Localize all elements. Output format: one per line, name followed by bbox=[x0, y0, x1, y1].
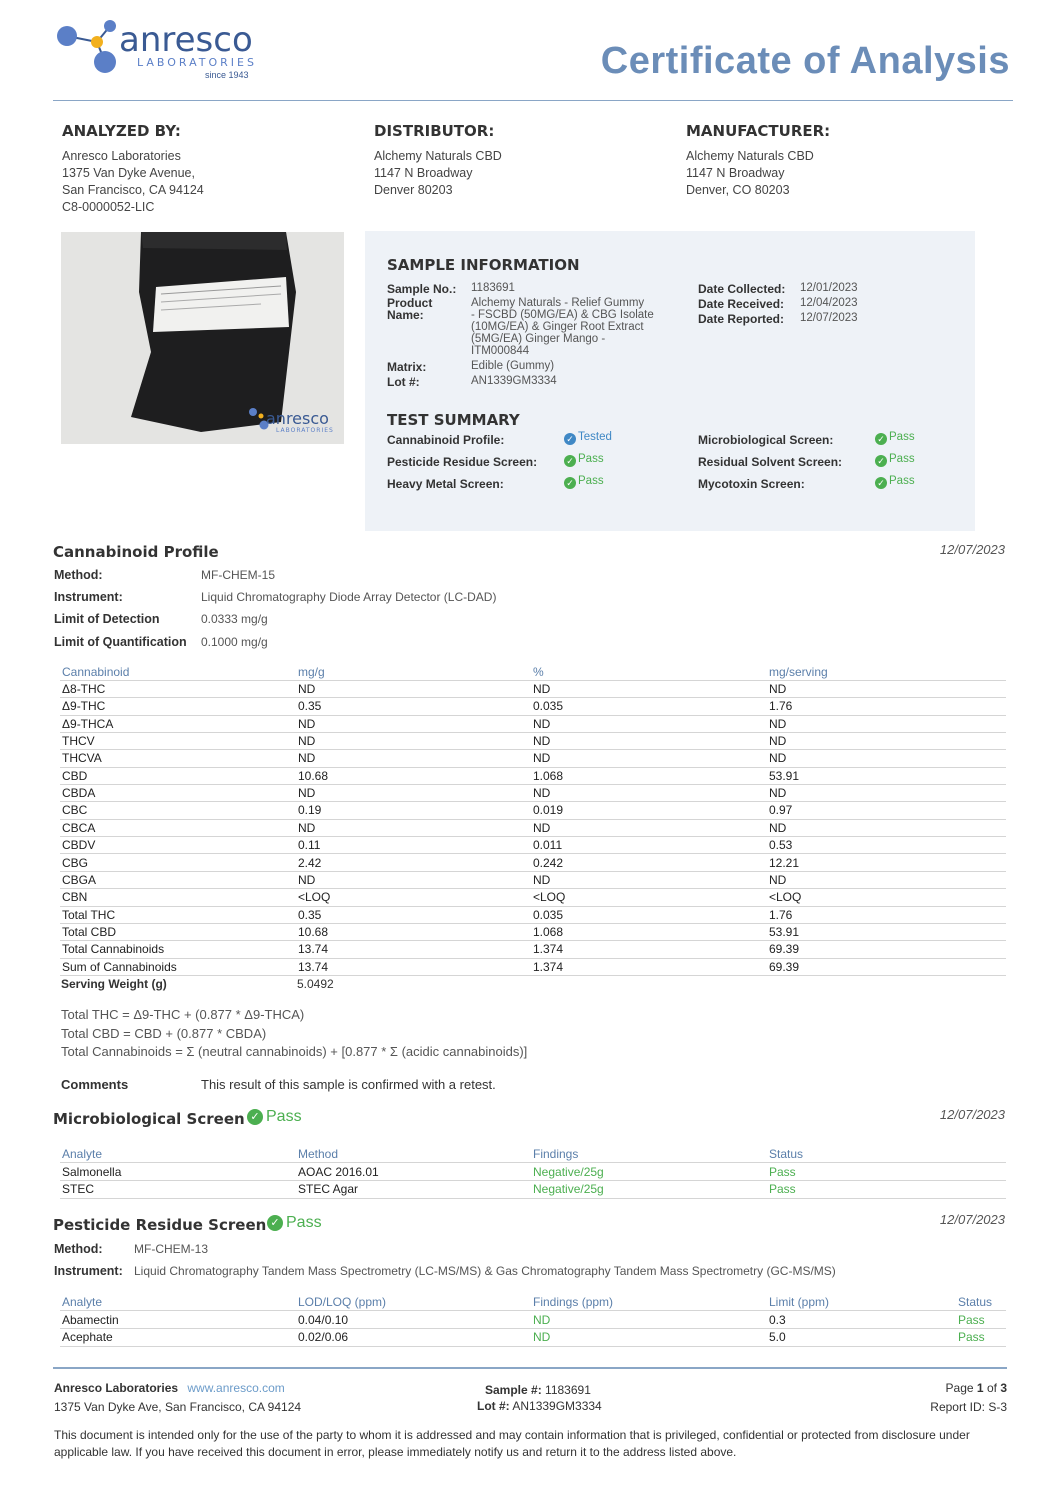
product-name-value bbox=[471, 297, 654, 357]
table-row bbox=[60, 959, 1006, 976]
table-row bbox=[60, 750, 1006, 767]
table-cell: 69.39 bbox=[769, 959, 800, 974]
pesticide-status-text: Pass bbox=[286, 1214, 322, 1231]
distributor-line: 1147 N Broadway bbox=[374, 166, 473, 180]
table-header-row bbox=[60, 1294, 1006, 1311]
micro-status bbox=[247, 1108, 302, 1126]
analyzed-line: 1375 Van Dyke Avenue, bbox=[62, 166, 195, 180]
summary-mycotoxin-label: Mycotoxin Screen: bbox=[698, 477, 805, 491]
footer-company-name: Anresco Laboratories bbox=[54, 1381, 179, 1395]
column-header: Analyte bbox=[62, 1295, 103, 1309]
table-cell: Pass bbox=[958, 1313, 985, 1327]
serving-weight-label: Serving Weight (g) bbox=[61, 977, 167, 991]
table-cell: ND bbox=[769, 682, 787, 696]
check-icon: ✓ bbox=[267, 1215, 283, 1231]
table-cell: CBDV bbox=[62, 838, 96, 853]
table-cell: 12.21 bbox=[769, 855, 800, 870]
sample-no-label: Sample No.: bbox=[387, 282, 457, 296]
table-cell: CBGA bbox=[62, 872, 97, 887]
table-cell: 0.11 bbox=[298, 838, 321, 853]
table-cell: 0.019 bbox=[533, 803, 564, 818]
table-cell: ND bbox=[533, 1313, 551, 1327]
summary-heavy-metal-status bbox=[564, 475, 604, 489]
product-photo bbox=[61, 232, 344, 444]
table-cell: CBN bbox=[62, 890, 88, 905]
table-cell: CBC bbox=[62, 803, 88, 818]
table-row bbox=[60, 1164, 1006, 1181]
manufacturer-line: 1147 N Broadway bbox=[686, 166, 785, 180]
pesticide-method-value: MF-CHEM-13 bbox=[134, 1242, 208, 1256]
summary-status-text: Pass bbox=[889, 475, 915, 487]
header-divider bbox=[53, 100, 1013, 101]
product-line: (10MG/EA) & Ginger Root Extract bbox=[471, 321, 644, 333]
table-cell: ND bbox=[769, 872, 787, 887]
table-cell: 0.19 bbox=[298, 803, 322, 818]
table-row bbox=[60, 837, 1006, 854]
table-cell: 1.374 bbox=[533, 942, 564, 957]
summary-micro-status bbox=[875, 431, 915, 445]
table-row bbox=[60, 681, 1006, 698]
footer-page-of: of bbox=[986, 1381, 997, 1395]
footer-report bbox=[930, 1400, 1007, 1414]
footer-website-link[interactable]: www.anresco.com bbox=[187, 1381, 285, 1395]
table-cell: 0.035 bbox=[533, 699, 564, 714]
check-icon: ✓ bbox=[875, 455, 887, 467]
table-cell: ND bbox=[533, 1330, 551, 1345]
table-cell: 0.242 bbox=[533, 855, 564, 870]
table-cell: ND bbox=[769, 751, 787, 766]
table-cell: 0.35 bbox=[298, 699, 322, 714]
footer-sample bbox=[485, 1383, 591, 1397]
column-header: mg/g bbox=[298, 665, 325, 679]
instrument-value: Liquid Chromatography Diode Array Detector (LC-DAD) bbox=[201, 590, 497, 604]
product-bag-image bbox=[61, 232, 344, 444]
footer-company bbox=[54, 1381, 285, 1395]
table-cell: Acephate bbox=[62, 1330, 113, 1345]
summary-status-text: Pass bbox=[578, 475, 604, 487]
table-cell: 0.011 bbox=[533, 838, 563, 853]
table-cell: Δ8-THC bbox=[62, 682, 106, 696]
table-cell: THCVA bbox=[62, 751, 102, 766]
summary-status-text: Pass bbox=[889, 431, 915, 443]
analyzed-line: C8-0000052-LIC bbox=[62, 200, 155, 214]
manufacturer-heading: MANUFACTURER: bbox=[686, 122, 831, 140]
table-cell: 0.035 bbox=[533, 907, 564, 922]
pesticide-status bbox=[267, 1214, 322, 1232]
table-cell: STEC bbox=[62, 1182, 95, 1197]
table-cell: Pass bbox=[958, 1330, 985, 1345]
product-name-label: Product Name: bbox=[387, 296, 433, 322]
analyzed-by bbox=[62, 122, 204, 216]
summary-status-text: Pass bbox=[578, 453, 604, 465]
table-cell: ND bbox=[533, 786, 551, 801]
distributor bbox=[374, 122, 502, 199]
table-cell: ND bbox=[769, 820, 787, 835]
summary-cannabinoid-label: Cannabinoid Profile: bbox=[387, 433, 505, 447]
table-cell: ND bbox=[298, 682, 316, 696]
check-icon: ✓ bbox=[875, 433, 887, 445]
summary-pesticide-label: Pesticide Residue Screen: bbox=[387, 455, 538, 469]
footer-lot-value: AN1339GM3334 bbox=[512, 1399, 602, 1413]
table-cell: 0.04/0.10 bbox=[298, 1313, 349, 1327]
micro-date: 12/07/2023 bbox=[939, 1107, 1005, 1122]
analyzed-by-heading: ANALYZED BY: bbox=[62, 122, 181, 140]
table-cell: Δ9-THCA bbox=[62, 716, 114, 731]
column-header: LOD/LOQ (ppm) bbox=[298, 1295, 387, 1309]
table-cell: Total THC bbox=[62, 907, 116, 922]
check-icon: ✓ bbox=[247, 1109, 263, 1125]
matrix-value: Edible (Gummy) bbox=[471, 360, 555, 372]
table-row bbox=[60, 941, 1006, 958]
table-cell: 1.068 bbox=[533, 924, 564, 939]
column-header: Findings (ppm) bbox=[533, 1295, 614, 1309]
micro-heading: Microbiological Screen bbox=[53, 1110, 245, 1128]
table-cell: ND bbox=[769, 786, 787, 801]
footer-page bbox=[946, 1381, 1007, 1395]
table-row bbox=[60, 802, 1006, 819]
table-row bbox=[60, 924, 1006, 941]
table-cell: 1.76 bbox=[769, 907, 793, 922]
table-row bbox=[60, 768, 1006, 785]
table-cell: CBDA bbox=[62, 786, 96, 801]
table-cell: Δ9-THC bbox=[62, 699, 106, 714]
table-cell: 5.0 bbox=[769, 1330, 786, 1345]
date-collected-value: 12/01/2023 bbox=[800, 282, 858, 294]
method-label: Method: bbox=[54, 568, 103, 582]
product-line: (5MG/EA) Ginger Mango - bbox=[471, 333, 606, 345]
table-cell: Total CBD bbox=[62, 924, 117, 939]
lod-label: Limit of Detection bbox=[54, 612, 160, 626]
table-cell: 1.76 bbox=[769, 699, 793, 714]
date-received-value: 12/04/2023 bbox=[800, 297, 858, 309]
svg-text:anresco: anresco bbox=[266, 409, 329, 428]
logo-molecule-icon bbox=[55, 18, 125, 78]
table-cell: CBG bbox=[62, 855, 89, 870]
pesticide-date: 12/07/2023 bbox=[939, 1212, 1005, 1227]
summary-solvent-status bbox=[875, 453, 915, 467]
column-header: Findings bbox=[533, 1147, 579, 1161]
sample-no-value: 1183691 bbox=[471, 282, 515, 294]
table-cell: THCV bbox=[62, 734, 95, 749]
column-header: mg/serving bbox=[769, 665, 828, 679]
table-cell: Abamectin bbox=[62, 1313, 119, 1327]
micro-status-text: Pass bbox=[266, 1108, 302, 1125]
formula-total-cbd: Total CBD = CBD + (0.877 * CBDA) bbox=[61, 1026, 267, 1041]
check-icon: ✓ bbox=[564, 477, 576, 489]
doc-title: Certificate of Analysis bbox=[600, 40, 1010, 82]
column-header: Method bbox=[298, 1147, 339, 1161]
table-cell: 53.91 bbox=[769, 924, 800, 939]
table-cell: Sum of Cannabinoids bbox=[62, 959, 177, 974]
serving-weight-value: 5.0492 bbox=[297, 977, 334, 991]
summary-cannabinoid-status bbox=[564, 431, 612, 445]
footer-report-label: Report ID: bbox=[930, 1400, 985, 1414]
date-collected-label: Date Collected: bbox=[698, 282, 786, 296]
svg-text:LABORATORIES: LABORATORIES bbox=[276, 427, 334, 434]
table-cell: 0.02/0.06 bbox=[298, 1330, 349, 1345]
table-cell: ND bbox=[769, 716, 787, 731]
column-header: Analyte bbox=[62, 1147, 103, 1161]
table-header-row bbox=[60, 1146, 1006, 1163]
formula-total-cannabinoids: Total Cannabinoids = Σ (neutral cannabinoids) + [0.877 * Σ (acidic cannabinoids)] bbox=[61, 1044, 528, 1059]
table-row bbox=[60, 820, 1006, 837]
table-cell: <LOQ bbox=[533, 890, 566, 905]
table-cell: 10.68 bbox=[298, 768, 329, 783]
lod-value: 0.0333 mg/g bbox=[201, 612, 268, 626]
manufacturer-line: Alchemy Naturals CBD bbox=[686, 149, 814, 163]
pesticide-heading: Pesticide Residue Screen bbox=[53, 1216, 267, 1234]
comments-value: This result of this sample is confirmed with a retest. bbox=[201, 1077, 496, 1092]
brand-name: anresco bbox=[119, 20, 253, 60]
column-header: Limit (ppm) bbox=[769, 1295, 830, 1309]
lot-label: Lot #: bbox=[387, 375, 420, 389]
cannabinoid-date: 12/07/2023 bbox=[939, 542, 1005, 557]
table-cell: Negative/25g bbox=[533, 1182, 604, 1197]
table-cell: ND bbox=[533, 820, 551, 835]
matrix-label: Matrix: bbox=[387, 360, 427, 374]
summary-pesticide-status bbox=[564, 453, 604, 467]
table-cell: ND bbox=[298, 872, 316, 887]
manufacturer bbox=[686, 122, 830, 199]
table-cell: ND bbox=[298, 716, 316, 731]
check-icon: ✓ bbox=[564, 455, 576, 467]
table-cell: ND bbox=[298, 820, 316, 835]
product-line: ITM000844 bbox=[471, 345, 530, 357]
footer-sample-label: Sample #: bbox=[485, 1383, 542, 1397]
table-cell: ND bbox=[769, 734, 787, 749]
table-cell: 0.3 bbox=[769, 1313, 786, 1327]
table-cell: ND bbox=[533, 716, 551, 731]
table-cell: 0.35 bbox=[298, 907, 322, 922]
summary-status-text: Pass bbox=[889, 453, 915, 465]
table-row bbox=[60, 733, 1006, 750]
table-cell: ND bbox=[298, 786, 316, 801]
table-cell: 53.91 bbox=[769, 768, 800, 783]
table-cell: <LOQ bbox=[769, 890, 802, 905]
analyzed-line: San Francisco, CA 94124 bbox=[62, 183, 204, 197]
footer-disclaimer: This document is intended only for the use of the party to whom it is addressed and may contain information that is privileged, confidential or protected from disclosure under applicable law. If you have received this document in error, please immediately notify us and return it to the address listed above. bbox=[54, 1428, 970, 1459]
table-row bbox=[60, 1329, 1006, 1346]
test-summary-heading: TEST SUMMARY bbox=[387, 411, 520, 429]
table-cell: 0.53 bbox=[769, 838, 793, 853]
table-row bbox=[60, 889, 1006, 906]
manufacturer-line: Denver, CO 80203 bbox=[686, 183, 790, 197]
table-cell: 1.374 bbox=[533, 959, 564, 974]
table-cell: ND bbox=[298, 751, 316, 766]
table-row bbox=[60, 1181, 1006, 1198]
table-row bbox=[60, 855, 1006, 872]
distributor-heading: DISTRIBUTOR: bbox=[374, 122, 495, 140]
summary-status-text: Tested bbox=[578, 431, 612, 443]
formula-total-thc: Total THC = Δ9-THC + (0.877 * Δ9-THCA) bbox=[61, 1007, 305, 1022]
cannabinoid-heading: Cannabinoid Profile bbox=[53, 543, 219, 561]
table-cell: 2.42 bbox=[298, 855, 322, 870]
table-cell: 1.068 bbox=[533, 768, 564, 783]
summary-micro-label: Microbiological Screen: bbox=[698, 433, 834, 447]
table-cell: 69.39 bbox=[769, 942, 800, 957]
table-row bbox=[60, 716, 1006, 733]
loq-value: 0.1000 mg/g bbox=[201, 635, 268, 649]
check-icon: ✓ bbox=[875, 477, 887, 489]
date-reported-label: Date Reported: bbox=[698, 312, 785, 326]
pesticide-instrument-value: Liquid Chromatography Tandem Mass Spectrometry (LC-MS/MS) & Gas Chromatography Tandem Mass Spectrometry (GC-MS/MS) bbox=[134, 1264, 836, 1278]
table-row bbox=[60, 872, 1006, 889]
footer-lot-label: Lot #: bbox=[477, 1399, 510, 1413]
table-header-row bbox=[60, 664, 1006, 681]
footer-sample-value: 1183691 bbox=[545, 1383, 591, 1397]
check-icon: ✓ bbox=[564, 433, 576, 445]
pesticide-instrument-label: Instrument: bbox=[54, 1264, 123, 1278]
date-received-label: Date Received: bbox=[698, 297, 785, 311]
instrument-label: Instrument: bbox=[54, 590, 123, 604]
distributor-line: Denver 80203 bbox=[374, 183, 453, 197]
date-reported-value: 12/07/2023 bbox=[800, 312, 858, 324]
logo bbox=[55, 18, 285, 88]
footer-report-value: S-3 bbox=[988, 1400, 1007, 1414]
footer-address: 1375 Van Dyke Ave, San Francisco, CA 94124 bbox=[54, 1400, 302, 1414]
distributor-line: Alchemy Naturals CBD bbox=[374, 149, 502, 163]
table-cell: 0.97 bbox=[769, 803, 793, 818]
analyzed-line: Anresco Laboratories bbox=[62, 149, 181, 163]
table-cell: ND bbox=[533, 872, 551, 887]
product-line: Alchemy Naturals - Relief Gummy bbox=[471, 297, 645, 309]
table-row bbox=[60, 1312, 1006, 1329]
summary-mycotoxin-status bbox=[875, 475, 915, 489]
table-cell: ND bbox=[533, 734, 551, 749]
table-cell: Pass bbox=[769, 1165, 796, 1179]
column-header: % bbox=[533, 665, 544, 679]
summary-heavy-metal-label: Heavy Metal Screen: bbox=[387, 477, 504, 491]
table-cell: ND bbox=[298, 734, 316, 749]
table-cell: Pass bbox=[769, 1182, 796, 1197]
footer-page-number: 1 bbox=[976, 1381, 984, 1395]
brand-since: since 1943 bbox=[205, 70, 249, 80]
table-cell: Total Cannabinoids bbox=[62, 942, 165, 957]
table-row bbox=[60, 785, 1006, 802]
table-cell: Negative/25g bbox=[533, 1165, 604, 1179]
table-cell: 13.74 bbox=[298, 942, 329, 957]
loq-label: Limit of Quantification bbox=[54, 635, 187, 649]
column-header: Status bbox=[958, 1295, 993, 1309]
table-row bbox=[60, 907, 1006, 924]
table-cell: STEC Agar bbox=[298, 1182, 359, 1197]
summary-solvent-label: Residual Solvent Screen: bbox=[698, 455, 843, 469]
table-row bbox=[60, 698, 1006, 715]
table-cell: AOAC 2016.01 bbox=[298, 1165, 379, 1179]
sample-info-heading: SAMPLE INFORMATION bbox=[387, 256, 580, 274]
column-header: Status bbox=[769, 1147, 804, 1161]
footer-divider bbox=[53, 1367, 1007, 1369]
column-header: Cannabinoid bbox=[62, 665, 130, 679]
table-cell: 13.74 bbox=[298, 959, 329, 974]
table-cell: CBCA bbox=[62, 820, 96, 835]
table-cell: 10.68 bbox=[298, 924, 329, 939]
footer-page-total: 3 bbox=[1000, 1381, 1007, 1395]
product-line: - FSCBD (50MG/EA) & CBG Isolate bbox=[471, 309, 654, 321]
table-cell: ND bbox=[533, 682, 551, 696]
pesticide-method-label: Method: bbox=[54, 1242, 103, 1256]
table-cell: Salmonella bbox=[62, 1165, 122, 1179]
footer-page-prefix: Page bbox=[945, 1381, 974, 1395]
footer-lot bbox=[477, 1399, 602, 1413]
lot-value: AN1339GM3334 bbox=[471, 375, 557, 387]
table-cell: CBD bbox=[62, 768, 88, 783]
table-cell: <LOQ bbox=[298, 890, 331, 905]
table-cell: ND bbox=[533, 751, 551, 766]
comments-label: Comments bbox=[61, 1077, 129, 1092]
method-value: MF-CHEM-15 bbox=[201, 568, 275, 582]
brand-sub: LABORATORIES bbox=[137, 56, 257, 69]
